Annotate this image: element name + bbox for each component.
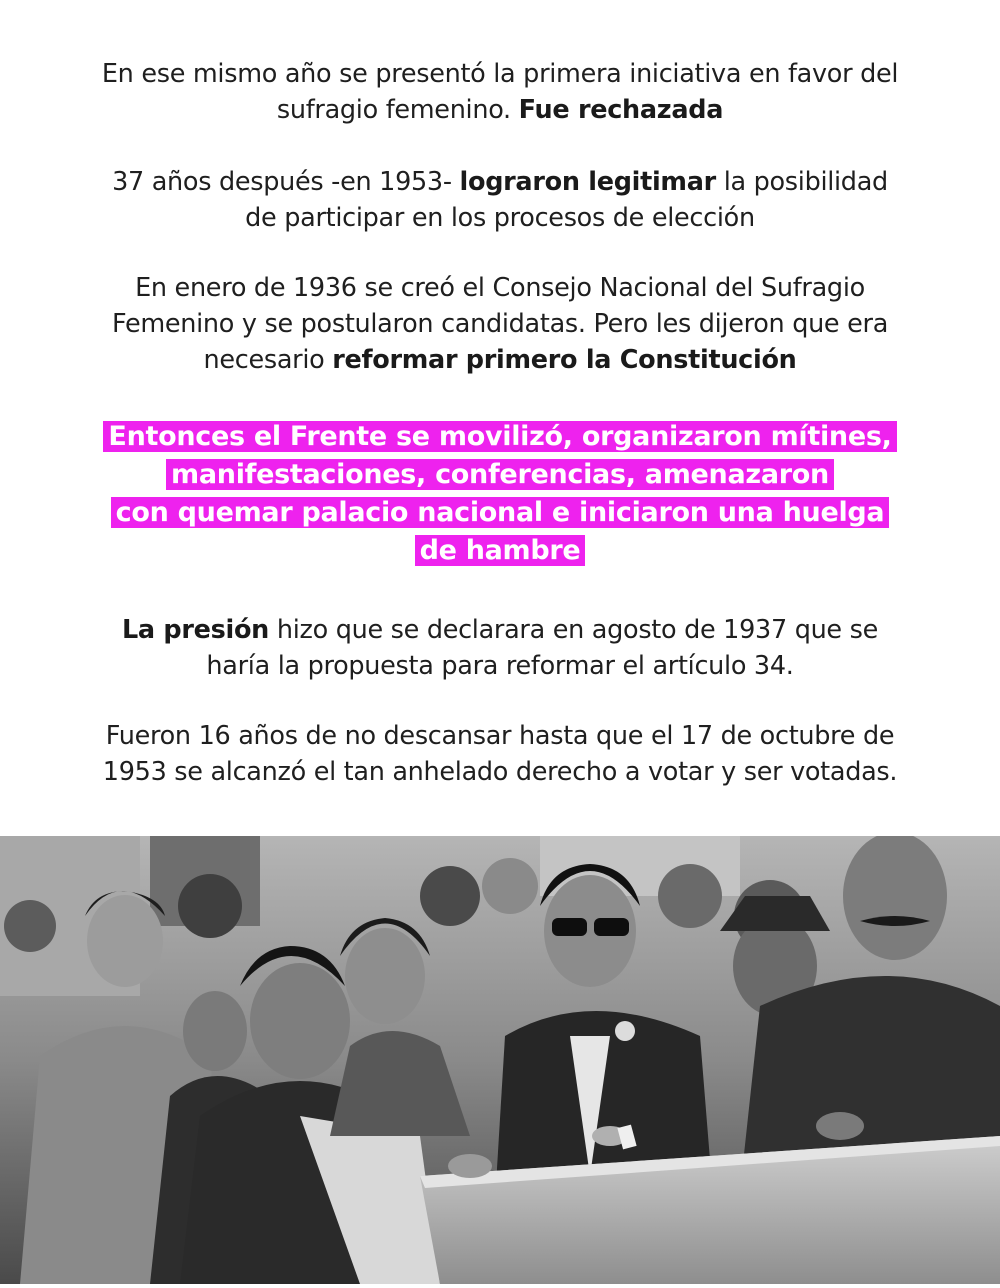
text-bold: reformar primero la Constitución [332, 345, 797, 375]
paragraph-line: de participar en los procesos de elección [245, 203, 755, 233]
text-bold: Fue rechazada [518, 95, 724, 125]
paragraph-line: Femenino y se postularon candidatas. Pero les dijeron que era [111, 309, 889, 339]
highlight-line: con quemar palacio nacional e iniciaron una huelga [111, 497, 890, 528]
highlight-line-wrapper [0, 494, 1000, 532]
highlight-line: Entonces el Frente se movilizó, organizaron mítines, [103, 421, 896, 452]
paragraph-consejo-nacional [0, 270, 1000, 378]
paragraph-first-initiative [0, 56, 1000, 128]
highlight-line-wrapper [0, 456, 1000, 494]
paragraph-line [0, 164, 1000, 200]
text-normal: 37 años después -en 1953- [112, 167, 460, 197]
paragraph-presion [0, 612, 1000, 684]
paragraph-line: En enero de 1936 se creó el Consejo Nacional del Sufragio [135, 273, 865, 303]
text-bold: La presión [121, 615, 270, 645]
paragraph-16-years [0, 718, 1000, 790]
text-normal: la posibilidad [715, 167, 888, 197]
text-normal: hizo que se declarara en agosto de 1937 que se [269, 615, 879, 645]
text-normal: necesario [203, 345, 333, 375]
text-normal: sufragio femenino. [276, 95, 519, 125]
paragraph-line [0, 92, 1000, 128]
highlight-line-wrapper [0, 532, 1000, 570]
highlighted-paragraph-frente [0, 418, 1000, 570]
paragraph-line: haría la propuesta para reformar el artículo 34. [206, 651, 794, 681]
highlight-line: manifestaciones, conferencias, amenazaron [166, 459, 834, 490]
paragraph-1953-legitimation [0, 164, 1000, 236]
highlight-line-wrapper [0, 418, 1000, 456]
paragraph-line: En ese mismo año se presentó la primera iniciativa en favor del [101, 59, 899, 89]
paragraph-line: Fueron 16 años de no descansar hasta que el 17 de octubre de [105, 721, 895, 751]
paragraph-line [0, 612, 1000, 648]
voting-historical-photo [0, 836, 1000, 1284]
highlight-line: de hambre [415, 535, 586, 566]
text-bold: lograron legitimar [459, 167, 716, 197]
paragraph-line: 1953 se alcanzó el tan anhelado derecho a votar y ser votadas. [102, 757, 898, 787]
paragraph-line [0, 342, 1000, 378]
photo-illustration [0, 836, 1000, 1284]
